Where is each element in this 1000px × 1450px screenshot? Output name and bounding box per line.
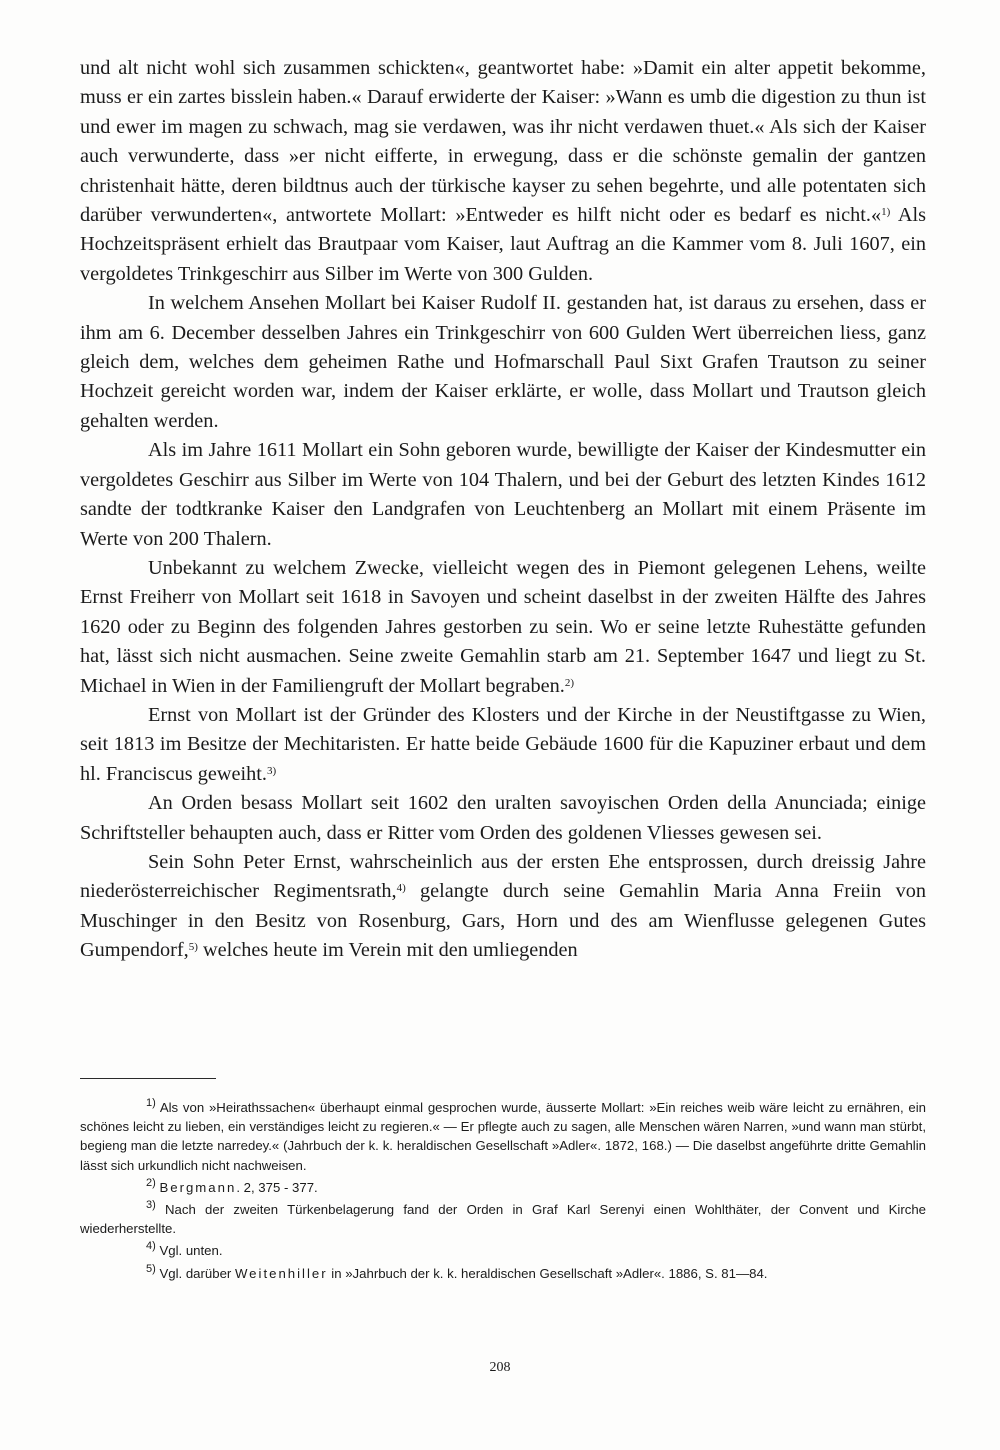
footnote-4: $^{4)}$ Vgl. unten.	[146, 1240, 223, 1259]
paragraph-4: Unbekannt zu welchem Zwecke, vielleicht wegen des in Piemont gelegenen Lehens, weilte Ernst Freiherr von Mollart seit 1618 in Savoyen und scheint daselbst in der zweiten Hälfte des Jahres 1620 oder zu Beginn des folgenden Jahres gestorben zu sein. Wo er seine letzte Ruhestätte gefunden hat, lässt sich nicht ausmachen. Seine zweite Gemahlin starb am 21. September 1647 und liegt zu St. Michael in Wien in der Familiengruft der Mollart begraben.$^{2)}$	[80, 556, 926, 697]
footnote-ref-2: 2)	[564, 676, 575, 689]
paragraph-5: Ernst von Mollart ist der Gründer des Klosters und der Kirche in der Neustiftgasse zu Wien, seit 1813 im Besitze der Mechitaristen. Er hatte beide Gebäude 1600 für die Kapuziner erbaut und dem hl. Franciscus geweiht.$^{3)}$	[80, 703, 926, 785]
footnote-5: $^{5)}$ Vgl. darüber Weitenhiller in »Jahrbuch der k. k. heraldischen Gesellschaft »Adler«. 1886, S. 81—84.	[146, 1262, 768, 1281]
paragraph-3: Als im Jahre 1611 Mollart ein Sohn geboren wurde, bewilligte der Kaiser der Kindesmutter ein vergoldetes Geschirr aus Silber im Werte von 104 Thalern, und bei der Geburt des letzten Kindes 1612 sandte der todtkranke Kaiser den Landgrafen von Leuchtenberg an Mollart mit einem Präsente im Werte von 200 Thalern.	[80, 439, 926, 550]
footnote-3: $^{3)}$ Nach der zweiten Türkenbelagerung fand der Orden in Graf Karl Serenyi einen Wohlthäter, der Convent und Kirche wiederherstellte.	[80, 1199, 926, 1237]
footnotes	[80, 1098, 926, 1286]
paragraph-6: An Orden besass Mollart seit 1602 den uralten savoyischen Orden della Anunciada; einige Schriftsteller behaupten auch, dass er Ritter vom Orden des goldenen Vliesses gewesen sei.	[80, 792, 926, 844]
paragraph-7: Sein Sohn Peter Ernst, wahrscheinlich aus der ersten Ehe entsprossen, durch dreissig Jahre niederösterreichischer Regimentsrath,$^{4)}$ gelangte durch seine Gemahlin Maria Anna Freiin von Muschinger in den Besitz von Rosenburg, Gars, Horn und des am Wienflusse gelegenen Gutes Gumpendorf,$^{5)}$ welches heute im Verein mit den umliegenden	[80, 850, 926, 962]
paragraph-1: und alt nicht wohl sich zusammen schickten«, geantwortet habe: »Damit ein alter appetit bekomme, muss er ein zartes bisslein haben.« Darauf erwiderte der Kaiser: »Wann es umb die digestion zu thun ist und ewer im magen zu schwach, mag sie verdawen, was ihr nicht verdawen thuet.« Als sich der Kaiser auch verwunderte, dass »er nicht eifferte, in erwegung, dass er die schönste gemalin der gantzen christenhait hätte, deren bildtnus auch der türkische kayser zu sehen begehrte, und alle potentaten sich darüber verwunderten«, antwortete Mollart: »Entweder es hilft nicht oder es bedarf es nicht.«$^{1)}$ Als Hochzeitspräsent erhielt das Brautpaar vom Kaiser, laut Auftrag an die Kammer vom 8. Juli 1607, ein vergoldetes Trinkgeschirr aus Silber im Werte von 300 Gulden.	[80, 57, 926, 285]
footnote-ref-1: 1)	[881, 206, 891, 219]
page-number: 208	[489, 1360, 511, 1375]
main-text	[80, 54, 926, 966]
footnote-ref-4: 4)	[396, 882, 406, 895]
footnote-separator	[80, 1078, 216, 1079]
footnote-2: $^{2)}$ Bergmann. 2, 375 - 377.	[146, 1176, 318, 1195]
footnote-ref-5: 5)	[188, 941, 198, 954]
paragraph-2: In welchem Ansehen Mollart bei Kaiser Rudolf II. gestanden hat, ist daraus zu ersehen, dass er ihm am 6. December desselben Jahres ein Trinkgeschirr von 600 Gulden Wert überreichen liess, ganz gleich dem, welches dem geheimen Rathe und Hofmarschall Paul Sixt Grafen Trautson zu seiner Hochzeit gereicht worden war, indem der Kaiser erklärte, er wolle, dass Mollart und Trautson gleich gehalten werden.	[80, 292, 926, 432]
footnote-1: $^{1)}$ Als von »Heirathssachen« überhaupt einmal gesprochen wurde, äusserte Mollart: »Ein reiches weib wäre leicht zu ernähren, ein schönes leicht zu lieben, ein verständiges leicht zu regieren.« — Er pflegte auch zu sagen, alle Menschen wären Narren, »und wann man stürbt, begieng man die letzte narredey.« (Jahrbuch der k. k. heraldischen Gesellschaft »Adler«. 1872, 168.) — Die daselbst angeführte dritte Gemahlin lässt sich urkundlich nicht nachweisen.	[80, 1097, 926, 1173]
footnote-ref-3: 3)	[267, 764, 277, 777]
